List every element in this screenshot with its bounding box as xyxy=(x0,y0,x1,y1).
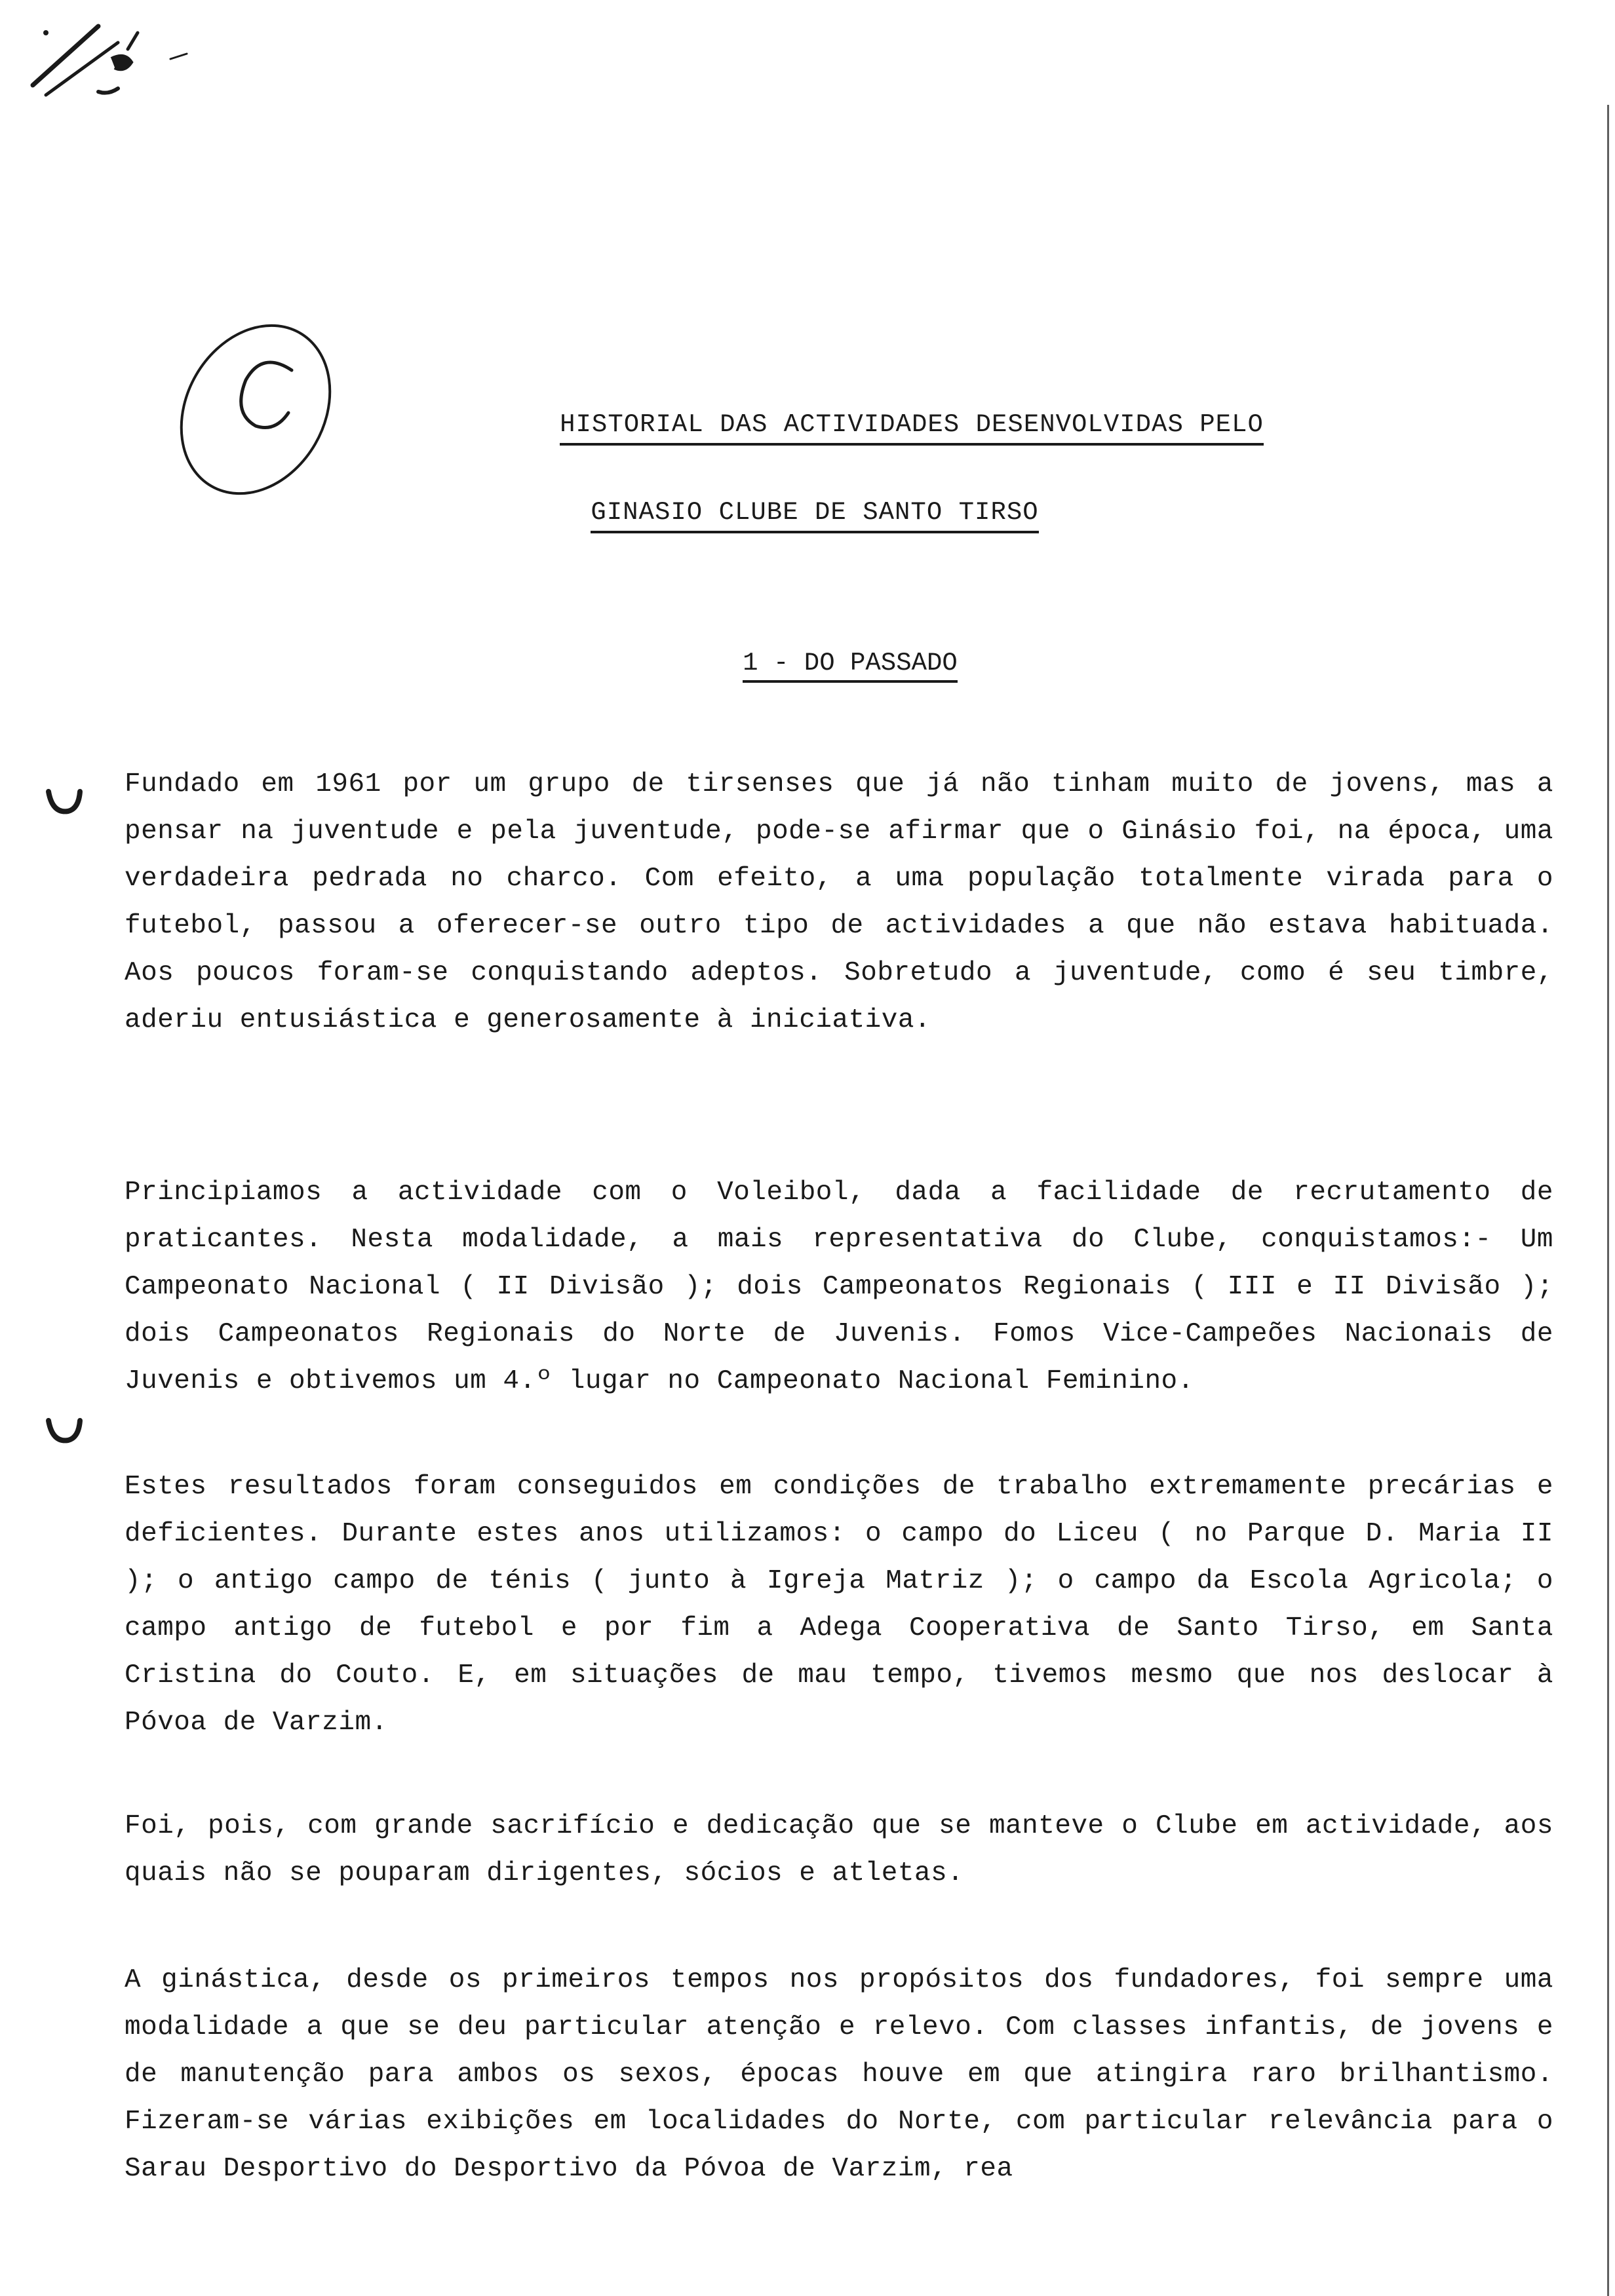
title-line-2: GINASIO CLUBE DE SANTO TIRSO xyxy=(591,498,1038,533)
margin-tick-icon xyxy=(45,785,84,818)
margin-tick-icon xyxy=(45,1414,84,1447)
section-heading xyxy=(0,649,1615,683)
paragraph: Principiamos a actividade com o Voleibol, dada a facilidade de recrutamento de praticantes. Nesta modalidade, a mais representativa do Clube, conquistamos:- Um Campeonato Nacional ( II Divisão ); dois Campeonatos Regionais ( III e II Divisão ); dois Campeonatos Regionais do Norte de Juvenis. Fomos Vice-Campeões Nacionais de Juvenis e obtivemos um 4.º lugar no Campeonato Nacional Feminino. xyxy=(125,1177,1553,1396)
document-title xyxy=(0,410,1615,446)
document-subtitle xyxy=(0,498,1615,533)
title-line-1: HISTORIAL DAS ACTIVIDADES DESENVOLVIDAS PELO xyxy=(560,410,1264,446)
paragraph: Estes resultados foram conseguidos em condições de trabalho extremamente precárias e deficientes. Durante estes anos utilizamos: o campo do Liceu ( no Parque D. Maria II ); o antigo campo de ténis ( junto à Igreja Matriz ); o campo da Escola Agricola; o campo antigo de futebol e por fim a Adega Cooperativa de Santo Tirso, em Santa Cristina do Couto. E, em situações de mau tempo, tivemos mesmo que nos deslocar à Póvoa de Varzim. xyxy=(125,1472,1553,1738)
paragraph: Fundado em 1961 por um grupo de tirsenses que já não tinham muito de jovens, mas a pensar na juventude e pela juventude, pode-se afirmar que o Ginásio foi, na época, uma verdadeira pedrada no charco. Com efeito, a uma população totalmente virada para o futebol, passou a oferecer-se outro tipo de actividades a que não estava habituada. Aos poucos foram-se conquistando adeptos. Sobretudo a juventude, como é seu timbre, aderiu entusiástica e generosamente à iniciativa. xyxy=(125,769,1553,1035)
paragraph: A ginástica, desde os primeiros tempos nos propósitos dos fundadores, foi sempre uma modalidade a que se deu particular atenção e relevo. Com classes infantis, de jovens e de manutenção para ambos os sexos, épocas houve em que atingira raro brilhantismo. Fizeram-se várias exibições em localidades do Norte, com particular relevância para o Sarau Desportivo do Desportivo da Póvoa de Varzim, rea xyxy=(125,1965,1553,2184)
paragraph: Foi, pois, com grande sacrifício e dedicação que se manteve o Clube em actividade, aos quais não se pouparam dirigentes, sócios e atletas. xyxy=(125,1811,1553,1888)
section-heading-text: 1 - DO PASSADO xyxy=(743,649,958,683)
handwritten-mark-icon xyxy=(20,13,190,111)
circled-c-stamp-icon xyxy=(164,308,354,505)
